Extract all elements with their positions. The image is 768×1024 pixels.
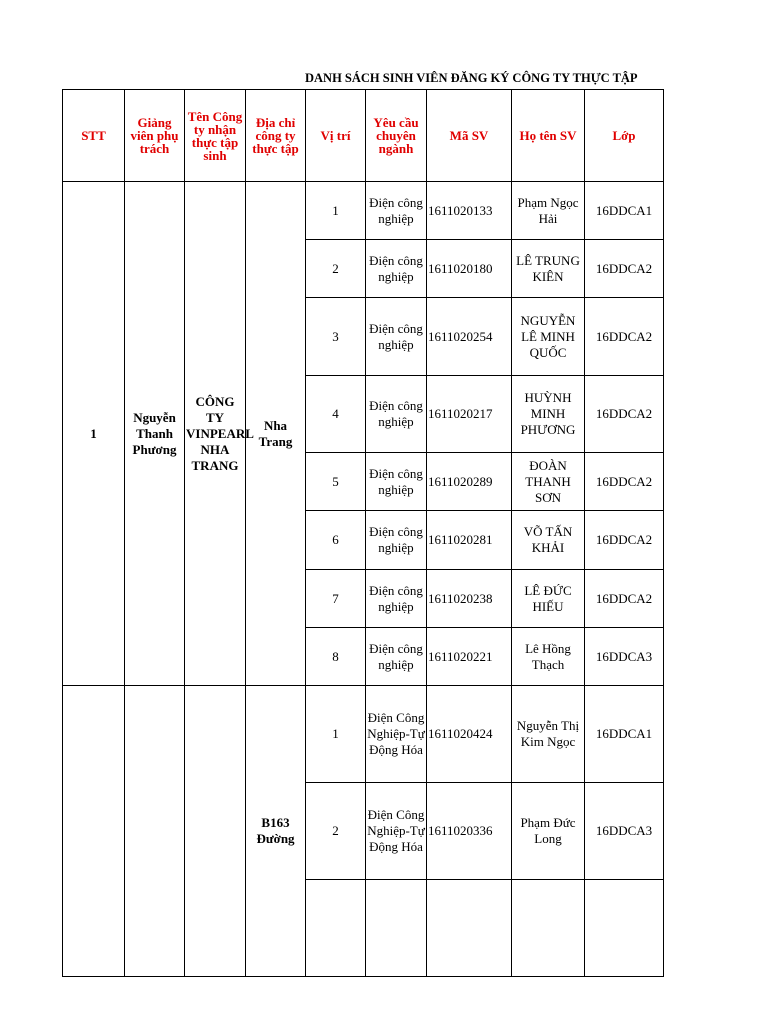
group-company bbox=[185, 686, 246, 977]
header-student-id: Mã SV bbox=[427, 90, 512, 182]
cell-student-id: 1611020254 bbox=[427, 298, 512, 376]
group-lecturer bbox=[125, 686, 185, 977]
cell-class: 16DDCA3 bbox=[585, 628, 664, 686]
cell-full-name: VÕ TẤN KHẢI bbox=[512, 511, 585, 570]
header-address: Địa chỉ công ty thực tập bbox=[246, 90, 306, 182]
group-address: Nha Trang bbox=[246, 182, 306, 686]
cell-student-id bbox=[427, 880, 512, 977]
group-lecturer: Nguyễn Thanh Phương bbox=[125, 182, 185, 686]
cell-class bbox=[585, 880, 664, 977]
cell-class: 16DDCA2 bbox=[585, 240, 664, 298]
cell-class: 16DDCA2 bbox=[585, 298, 664, 376]
cell-full-name: HUỲNH MINH PHƯƠNG bbox=[512, 376, 585, 453]
header-row bbox=[63, 90, 664, 182]
group-address: B163 Đường bbox=[246, 686, 306, 977]
cell-class: 16DDCA2 bbox=[585, 453, 664, 511]
cell-full-name: Lê Hồng Thạch bbox=[512, 628, 585, 686]
cell-student-id: 1611020289 bbox=[427, 453, 512, 511]
header-stt: STT bbox=[63, 90, 125, 182]
cell-class: 16DDCA1 bbox=[585, 182, 664, 240]
cell-position: 8 bbox=[306, 628, 366, 686]
spreadsheet bbox=[62, 89, 663, 879]
table-row bbox=[63, 686, 664, 783]
cell-major: Điện công nghiệp bbox=[366, 240, 427, 298]
cell-class: 16DDCA3 bbox=[585, 783, 664, 880]
cell-major: Điện công nghiệp bbox=[366, 628, 427, 686]
cell-position: 7 bbox=[306, 570, 366, 628]
cell-full-name: LÊ ĐỨC HIẾU bbox=[512, 570, 585, 628]
cell-full-name: Phạm Đức Long bbox=[512, 783, 585, 880]
header-position: Vị trí bbox=[306, 90, 366, 182]
cell-position: 3 bbox=[306, 298, 366, 376]
cell-position: 2 bbox=[306, 783, 366, 880]
cell-major: Điện công nghiệp bbox=[366, 511, 427, 570]
cell-full-name: NGUYỄN LÊ MINH QUỐC bbox=[512, 298, 585, 376]
header-class: Lớp bbox=[585, 90, 664, 182]
cell-class: 16DDCA1 bbox=[585, 686, 664, 783]
group-stt bbox=[63, 686, 125, 977]
cell-position: 2 bbox=[306, 240, 366, 298]
cell-major: Điện công nghiệp bbox=[366, 570, 427, 628]
cell-position: 1 bbox=[306, 182, 366, 240]
group-stt: 1 bbox=[63, 182, 125, 686]
group-company: CÔNG TY VINPEARL NHA TRANG bbox=[185, 182, 246, 686]
cell-student-id: 1611020424 bbox=[427, 686, 512, 783]
cell-full-name: ĐOÀN THANH SƠN bbox=[512, 453, 585, 511]
cell-position: 1 bbox=[306, 686, 366, 783]
cell-position: 5 bbox=[306, 453, 366, 511]
cell-full-name bbox=[512, 880, 585, 977]
cell-full-name: LÊ TRUNG KIÊN bbox=[512, 240, 585, 298]
cell-class: 16DDCA2 bbox=[585, 511, 664, 570]
cell-student-id: 1611020238 bbox=[427, 570, 512, 628]
cell-major: Điện công nghiệp bbox=[366, 298, 427, 376]
table-row bbox=[63, 182, 664, 240]
cell-major: Điện công nghiệp bbox=[366, 453, 427, 511]
header-full-name: Họ tên SV bbox=[512, 90, 585, 182]
cell-class: 16DDCA2 bbox=[585, 570, 664, 628]
cell-position: 6 bbox=[306, 511, 366, 570]
cell-class: 16DDCA2 bbox=[585, 376, 664, 453]
cell-student-id: 1611020281 bbox=[427, 511, 512, 570]
sheet-title: DANH SÁCH SINH VIÊN ĐĂNG KÝ CÔNG TY THỰC TẬP bbox=[305, 71, 638, 85]
cell-major: Điện Công Nghiệp-Tự Động Hóa bbox=[366, 686, 427, 783]
cell-major: Điện công nghiệp bbox=[366, 182, 427, 240]
cell-full-name: Phạm Ngọc Hải bbox=[512, 182, 585, 240]
header-lecturer: Giảng viên phụ trách bbox=[125, 90, 185, 182]
cell-full-name: Nguyễn Thị Kim Ngọc bbox=[512, 686, 585, 783]
cell-major: Điện Công Nghiệp-Tự Động Hóa bbox=[366, 783, 427, 880]
cell-student-id: 1611020133 bbox=[427, 182, 512, 240]
header-major: Yêu cầu chuyên ngành bbox=[366, 90, 427, 182]
cell-student-id: 1611020180 bbox=[427, 240, 512, 298]
cell-position: 4 bbox=[306, 376, 366, 453]
cell-student-id: 1611020336 bbox=[427, 783, 512, 880]
cell-major bbox=[366, 880, 427, 977]
cell-student-id: 1611020221 bbox=[427, 628, 512, 686]
cell-student-id: 1611020217 bbox=[427, 376, 512, 453]
student-table bbox=[62, 89, 664, 977]
cell-major: Điện công nghiệp bbox=[366, 376, 427, 453]
cell-position bbox=[306, 880, 366, 977]
header-company: Tên Công ty nhận thực tập sinh bbox=[185, 90, 246, 182]
